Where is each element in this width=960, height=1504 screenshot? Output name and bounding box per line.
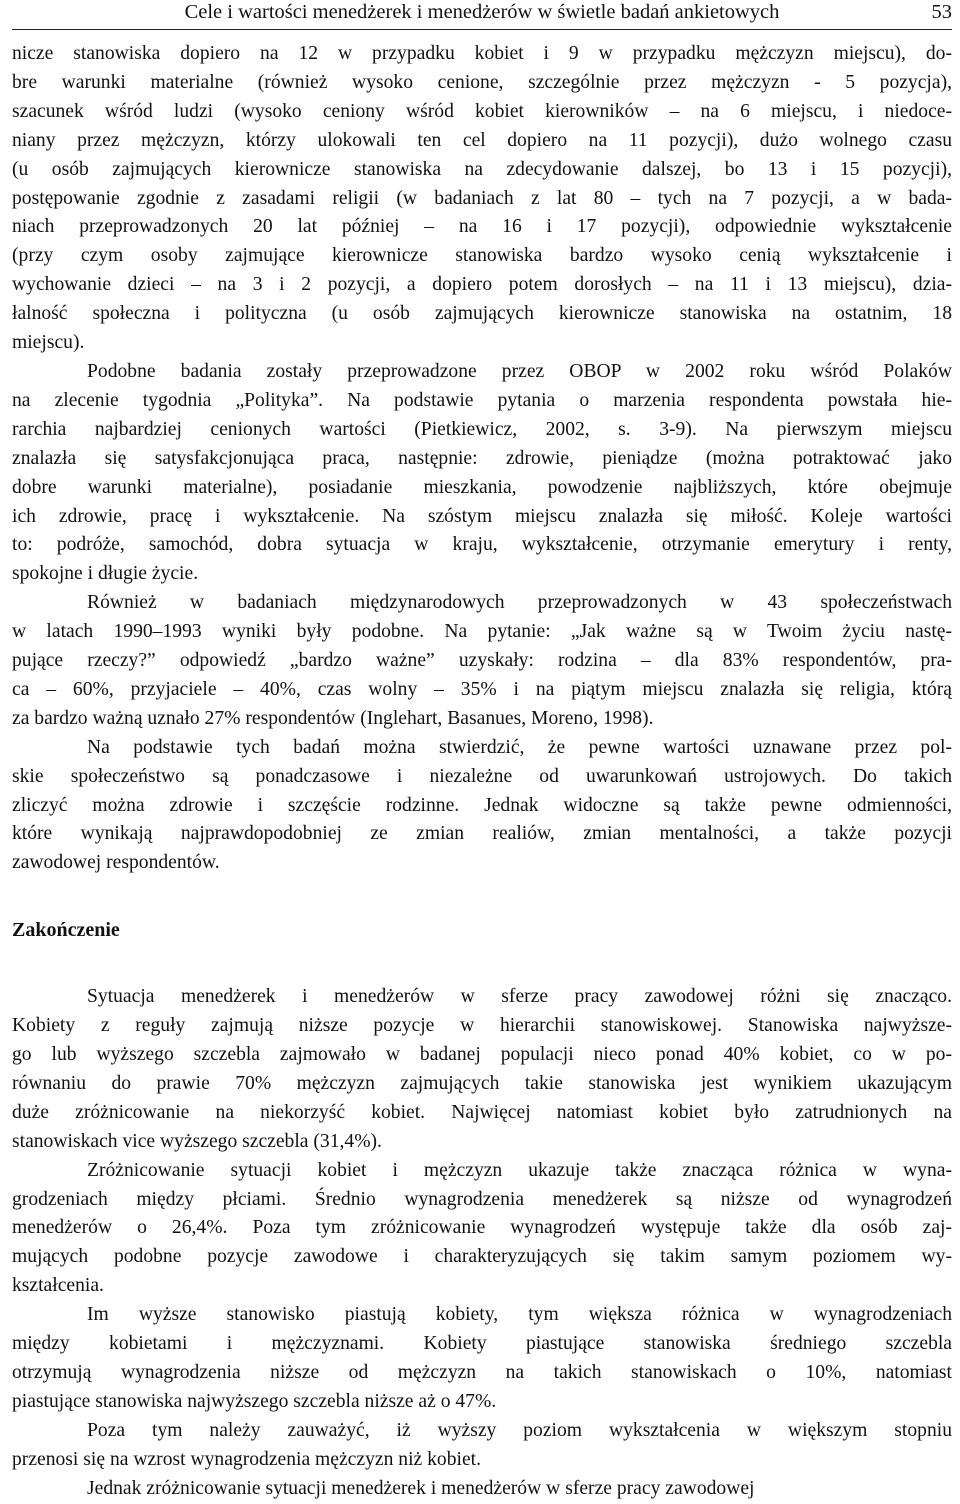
text-line: Sytuacja menedżerek i menedżerów w sferze pracy zawodowej różni się znacząco. xyxy=(87,986,952,1008)
text-line: bre warunki materialne (również wysoko cenione, szczególnie przez mężczyzn - 5 pozycja), xyxy=(12,71,952,93)
paragraph xyxy=(12,983,952,1156)
text-line: znalazła się satysfakcjonująca praca, następnie: zdrowie, pieniądze (można potraktować jako xyxy=(12,447,952,469)
page-number: 53 xyxy=(931,1,952,23)
text-line: nicze stanowiska dopiero na 12 w przypadku kobiet i 9 w przypadku mężczyzn miejscu), do- xyxy=(12,43,952,64)
text-line: zawodowej respondentów. xyxy=(12,852,220,874)
paragraph xyxy=(12,1157,952,1302)
text-line: go lub wyższego szczebla zajmowało w badanej populacji nieco ponad 40% kobiet, co w po- xyxy=(12,1044,952,1065)
paragraph xyxy=(12,1475,952,1504)
text-line: Im wyższe stanowisko piastują kobiety, tym większa różnica w wynagrodzeniach xyxy=(87,1304,952,1326)
text-line: skie społeczeństwo są ponadczasowe i niezależne od uwarunkowań ustrojowych. Do takich xyxy=(12,765,952,787)
text-line: które wynikają najprawdopodobniej ze zmian realiów, zmian mentalności, a także pozycji xyxy=(12,823,952,845)
running-title: Cele i wartości menedżerek i menedżerów w świetle badań ankietowych xyxy=(184,1,780,23)
text-line: mujących podobne pozycje zawodowe i charakteryzujących się takim samym poziomem wy- xyxy=(12,1246,952,1268)
text-line: Poza tym należy zauważyć, iż wyższy poziom wykształcenia w większym stopniu xyxy=(87,1419,952,1441)
text-line: duże zróżnicowanie na niekorzyść kobiet. Najwięcej natomiast kobiet było zatrudnionych na xyxy=(12,1101,952,1123)
paragraph xyxy=(12,358,952,589)
text-line: zliczyć można zdrowie i szczęście rodzinne. Jednak widoczne są także pewne odmienności, xyxy=(12,794,952,816)
text-line: za bardzo ważną uznało 27% respondentów (Inglehart, Basanues, Moreno, 1998). xyxy=(12,707,654,729)
text-line: w latach 1990–1993 wyniki były podobne. Na pytanie: „Jak ważne są w Twoim życiu nastę- xyxy=(12,621,952,643)
text-line: Zróżnicowanie sytuacji kobiet i mężczyzn ukazuje także znacząca różnica w wyna- xyxy=(87,1159,952,1181)
text-line: pujące rzeczy?” odpowiedź „bardzo ważne” uzyskały: rodzina – dla 83% respondentów, pra- xyxy=(12,650,952,672)
text-line: kształcenia. xyxy=(12,1275,104,1297)
text-line: niany przez mężczyzn, którzy ulokowali ten cel dopiero na 11 pozycji), dużo wolnego czasu xyxy=(12,129,952,151)
text-line: Również w badaniach międzynarodowych przeprowadzonych w 43 społeczeństwach xyxy=(87,592,952,614)
running-header xyxy=(12,0,952,30)
text-line: otrzymują wynagrodzenia niższe od mężczyzn na takich stanowiskach o 10%, natomiast xyxy=(12,1361,952,1383)
document-body xyxy=(12,40,952,1504)
paragraph xyxy=(12,1301,952,1417)
text-line: rarchia najbardziej cenionych wartości (Pietkiewicz, 2002, s. 3-9). Na pierwszym miejscu xyxy=(12,418,952,440)
paragraph xyxy=(12,589,952,734)
text-line: (przy czym osoby zajmujące kierownicze stanowiska bardzo wysoko cenią wykształcenie i xyxy=(12,245,952,267)
paragraph xyxy=(12,734,952,879)
text-line: Podobne badania zostały przeprowadzone przez OBOP w 2002 roku wśród Polaków xyxy=(87,360,952,382)
text-line: równaniu do prawie 70% mężczyzn zajmujących takie stanowiska jest wynikiem ukazującym xyxy=(12,1072,952,1094)
text-line: dobre warunki materialne), posiadanie mieszkania, powodzenie najbliższych, które obejmuje xyxy=(12,476,952,498)
text-line: Kobiety z reguły zajmują niższe pozycje w hierarchii stanowiskowej. Stanowiska najwyższe- xyxy=(12,1015,952,1037)
text-line: przenosi się na wzrost wynagrodzenia mężczyzn niż kobiet. xyxy=(12,1448,481,1470)
text-line: na zlecenie tygodnia „Polityka”. Na podstawie pytania o marzenia respondenta powstała hie- xyxy=(12,389,952,411)
text-line: postępowanie zgodnie z zasadami religii (w badaniach z lat 80 – tych na 7 pozycji, a w bada- xyxy=(12,187,952,209)
section-heading: Zakończenie xyxy=(12,919,120,942)
text-line: wychowanie dzieci – na 3 i 2 pozycji, a dopiero potem dorosłych – na 11 i 13 miejscu), dzia- xyxy=(12,274,952,296)
text-line: miejscu). xyxy=(12,332,85,354)
text-line: niach przeprowadzonych 20 lat później – na 16 i 17 pozycji), odpowiednie wykształcenie xyxy=(12,216,952,238)
text-line: stanowiskach vice wyższego szczebla (31,4%). xyxy=(12,1130,382,1152)
paragraph xyxy=(12,1417,952,1475)
body-text-before-heading xyxy=(12,40,952,878)
text-line: Na podstawie tych badań można stwierdzić, że pewne wartości uznawane przez pol- xyxy=(87,736,952,758)
text-line: ca – 60%, przyjaciele – 40%, czas wolny – 35% i na piątym miejscu znalazła się religia, którą xyxy=(12,678,952,700)
paragraph xyxy=(12,40,952,358)
text-line: łalność społeczna i polityczna (u osób zajmujących kierownicze stanowiska na ostatnim, 18 xyxy=(12,303,952,325)
text-line: piastujące stanowiska najwyższego szczebla niższe aż o 47%. xyxy=(12,1390,497,1412)
body-text-after-heading xyxy=(12,983,952,1503)
text-line: to: podróże, samochód, dobra sytuacja w kraju, wykształcenie, otrzymanie emerytury i renty, xyxy=(12,534,952,556)
text-line: ich zdrowie, pracę i wykształcenie. Na szóstym miejscu znalazła się miłość. Koleje wartości xyxy=(12,505,952,527)
text-line: spokojne i długie życie. xyxy=(12,563,199,585)
text-line: szacunek wśród ludzi (wysoko ceniony wśród kobiet kierowników – na 6 miejscu, i niedoce- xyxy=(12,100,952,122)
text-line: grodzeniach między płciami. Średnio wynagrodzenia menedżerek są niższe od wynagrodzeń xyxy=(12,1188,952,1210)
text-line: (u osób zajmujących kierownicze stanowiska na zdecydowanie dalszej, bo 13 i 15 pozycji), xyxy=(12,158,952,180)
text-line: między kobietami i mężczyznami. Kobiety piastujące stanowiska średniego szczebla xyxy=(12,1333,952,1355)
text-line: menedżerów o 26,4%. Poza tym zróżnicowanie wynagrodzeń występuje także dla osób zaj- xyxy=(12,1217,952,1239)
text-line: Jednak zróżnicowanie sytuacji menedżerek i menedżerów w sferze pracy zawodowej xyxy=(87,1477,755,1499)
